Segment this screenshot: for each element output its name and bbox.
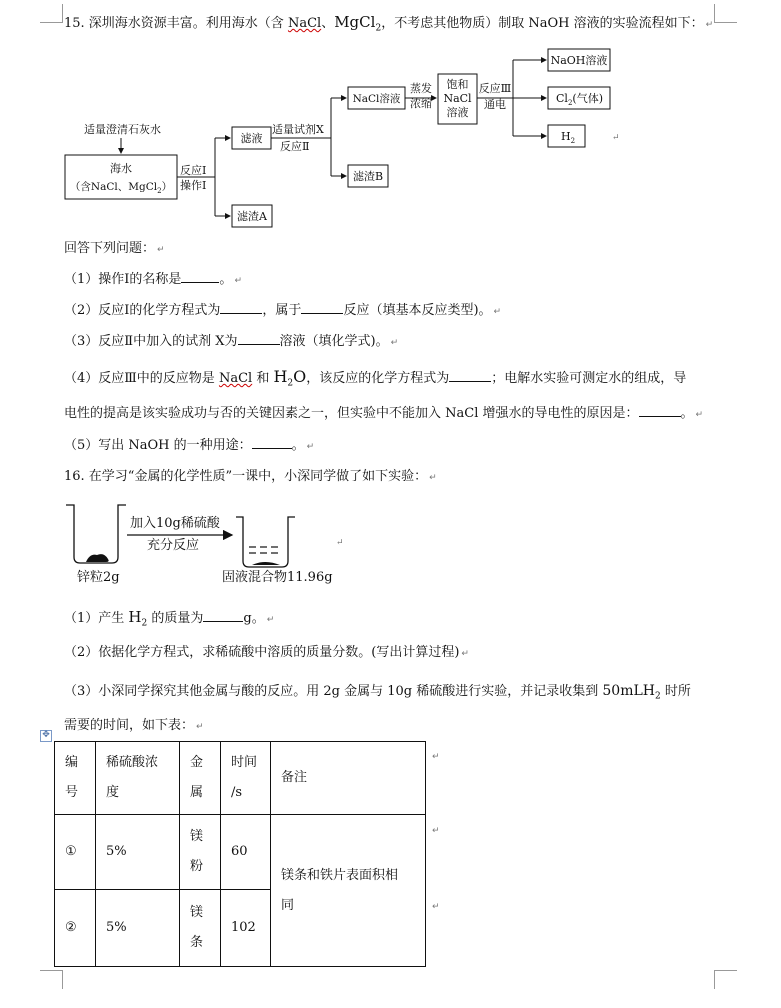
paragraph-mark: ↵: [612, 133, 620, 143]
q16-beaker-figure: [0, 495, 781, 590]
q16-title: 16. 在学习“金属的化学性质”一课中，小深同学做了如下实验： ↵: [64, 469, 437, 484]
header-cell-id: 编 号: [55, 742, 96, 815]
row-end-mark: ↵: [432, 902, 440, 912]
corner-mark-bottom-left: [40, 970, 63, 989]
table-header-row: [55, 742, 426, 815]
flow-residue-a-label: 滤渣A: [237, 210, 267, 223]
flow-seawater-contains: （含NaCl、MgCl$_2$）: [69, 181, 173, 195]
flow-electrolysis-label: 通电: [484, 98, 506, 111]
fig-react-label: 充分反应: [147, 538, 200, 553]
flow-evaporate-label: 蒸发: [410, 82, 432, 95]
header-cell-time: 时间 /s: [221, 742, 271, 815]
table-row: [55, 815, 426, 890]
q16-part3-line1: （3）小深同学探究其他金属与酸的反应。用 2g 金属与 10g 稀硫酸进行实验，并记录收集到 50mLH$_2$ 时所: [64, 683, 691, 702]
flow-saturated-line1: 饱和: [446, 78, 469, 91]
fig-add-acid-label: 加入10g稀硫酸: [130, 516, 220, 531]
q15-title-mgcl: MgCl: [334, 13, 376, 31]
answer-blank[interactable]: [252, 436, 292, 449]
metal-acid-table: [54, 741, 426, 967]
q15-part5: （5）写出 NaOH 的一种用途： 。 ↵: [64, 438, 315, 453]
corner-mark-bottom-right: [714, 970, 737, 989]
table-move-handle-icon[interactable]: ✥: [40, 730, 52, 742]
right-beaker: [236, 517, 295, 567]
residual-solid: [252, 562, 280, 565]
answer-blank[interactable]: [203, 609, 243, 622]
header-cell-note: 备注: [271, 742, 426, 815]
q15-title-mgcl-sub: 2: [375, 23, 382, 34]
answer-blank[interactable]: [238, 332, 280, 345]
fig-zinc-label: 锌粒2g: [77, 570, 120, 585]
q15-part4-line1: （4）反应Ⅲ中的反应物是 NaCl 和 $H_2O$，该反应的化学方程式为 ；电解水实验可测定水的组成，导: [64, 367, 687, 389]
q15-part3: （3）反应Ⅱ中加入的试剂 X为 溶液（填化学式)。 ↵: [64, 334, 399, 349]
cell-time: 102: [221, 890, 271, 967]
flow-operation1-label: 操作Ⅰ: [180, 179, 207, 192]
q16-part1: （1）产生 $H_2$ 的质量为 g。 ↵: [64, 608, 275, 629]
answer-blank[interactable]: [220, 301, 262, 314]
flow-residue-b-label: 滤渣B: [352, 170, 384, 183]
flow-reaction1-label: 反应Ⅰ: [180, 164, 207, 177]
answer-blank[interactable]: [181, 270, 219, 283]
flow-seawater-label: 海水: [110, 162, 132, 175]
fig-mixture-label: 固液混合物11.96g: [222, 570, 333, 585]
flow-reagent-x-label: 适量试剂X: [272, 123, 324, 136]
answer-blank[interactable]: [301, 301, 343, 314]
cell-time: 60: [221, 815, 271, 890]
q16-part3-line2: 需要的时间，如下表： ↵: [64, 718, 204, 733]
paragraph-mark: ↵: [705, 20, 714, 30]
flow-filtrate-label: 滤液: [240, 132, 263, 145]
flow-naoh-label: NaOH溶液: [550, 54, 608, 67]
cell-concentration: 5%: [96, 890, 180, 967]
flow-concentrate-label: 浓缩: [410, 97, 432, 110]
q15-title-nacl: NaCl: [287, 16, 322, 31]
q15-title-sep: 、: [321, 16, 335, 31]
q15-title-text-a: 15. 深圳海水资源丰富。利用海水（含: [64, 16, 288, 31]
q15-part1: （1）操作Ⅰ的名称是 。 ↵: [64, 272, 242, 287]
cell-metal: 镁 粉: [180, 815, 221, 890]
q15-part2: （2）反应Ⅰ的化学方程式为 ，属于 反应（填基本反应类型)。 ↵: [64, 303, 502, 318]
header-cell-metal: 金 属: [180, 742, 221, 815]
paragraph-mark: ↵: [336, 538, 344, 548]
q16-part2: （2）依据化学方程式，求稀硫酸中溶质的质量分数。(写出计算过程) ↵: [64, 645, 469, 660]
header-cell-concentration: 稀硫酸浓 度: [96, 742, 180, 815]
answer-blank[interactable]: [449, 369, 491, 382]
row-end-mark: ↵: [432, 826, 440, 836]
cell-id: ①: [55, 815, 96, 890]
cell-metal: 镁 条: [180, 890, 221, 967]
answer-blank[interactable]: [639, 404, 681, 417]
cell-note: 镁条和铁片表面积相 同: [271, 815, 426, 967]
q15-flow-diagram: [0, 0, 781, 240]
q15-part4-line2: 电性的提高是该实验成功与否的关键因素之一，但实验中不能加入 NaCl 增强水的导电性的原因是： 。 ↵: [64, 406, 704, 421]
flow-saturated-line2: NaCl: [443, 92, 472, 105]
row-end-mark: ↵: [432, 752, 440, 762]
zinc-granules: [86, 554, 109, 562]
flow-reaction2-label: 反应Ⅱ: [280, 140, 310, 153]
flow-nacl-solution-label: NaCl溶液: [352, 93, 401, 105]
q15-prompt: 回答下列问题： ↵: [64, 241, 165, 256]
flow-h2-label: $H_2$: [561, 130, 576, 145]
flow-cl2-label: $Cl_2$(气体): [556, 92, 603, 107]
flow-reaction3-label: 反应Ⅲ: [478, 82, 512, 95]
cell-concentration: 5%: [96, 815, 180, 890]
flow-lime-label: 适量澄清石灰水: [84, 123, 161, 136]
left-beaker: [66, 505, 126, 563]
q15-title-text-b: ，不考虑其他物质）制取 NaOH 溶液的实验流程如下：: [381, 16, 704, 31]
flow-saturated-line3: 溶液: [446, 106, 469, 119]
cell-id: ②: [55, 890, 96, 967]
